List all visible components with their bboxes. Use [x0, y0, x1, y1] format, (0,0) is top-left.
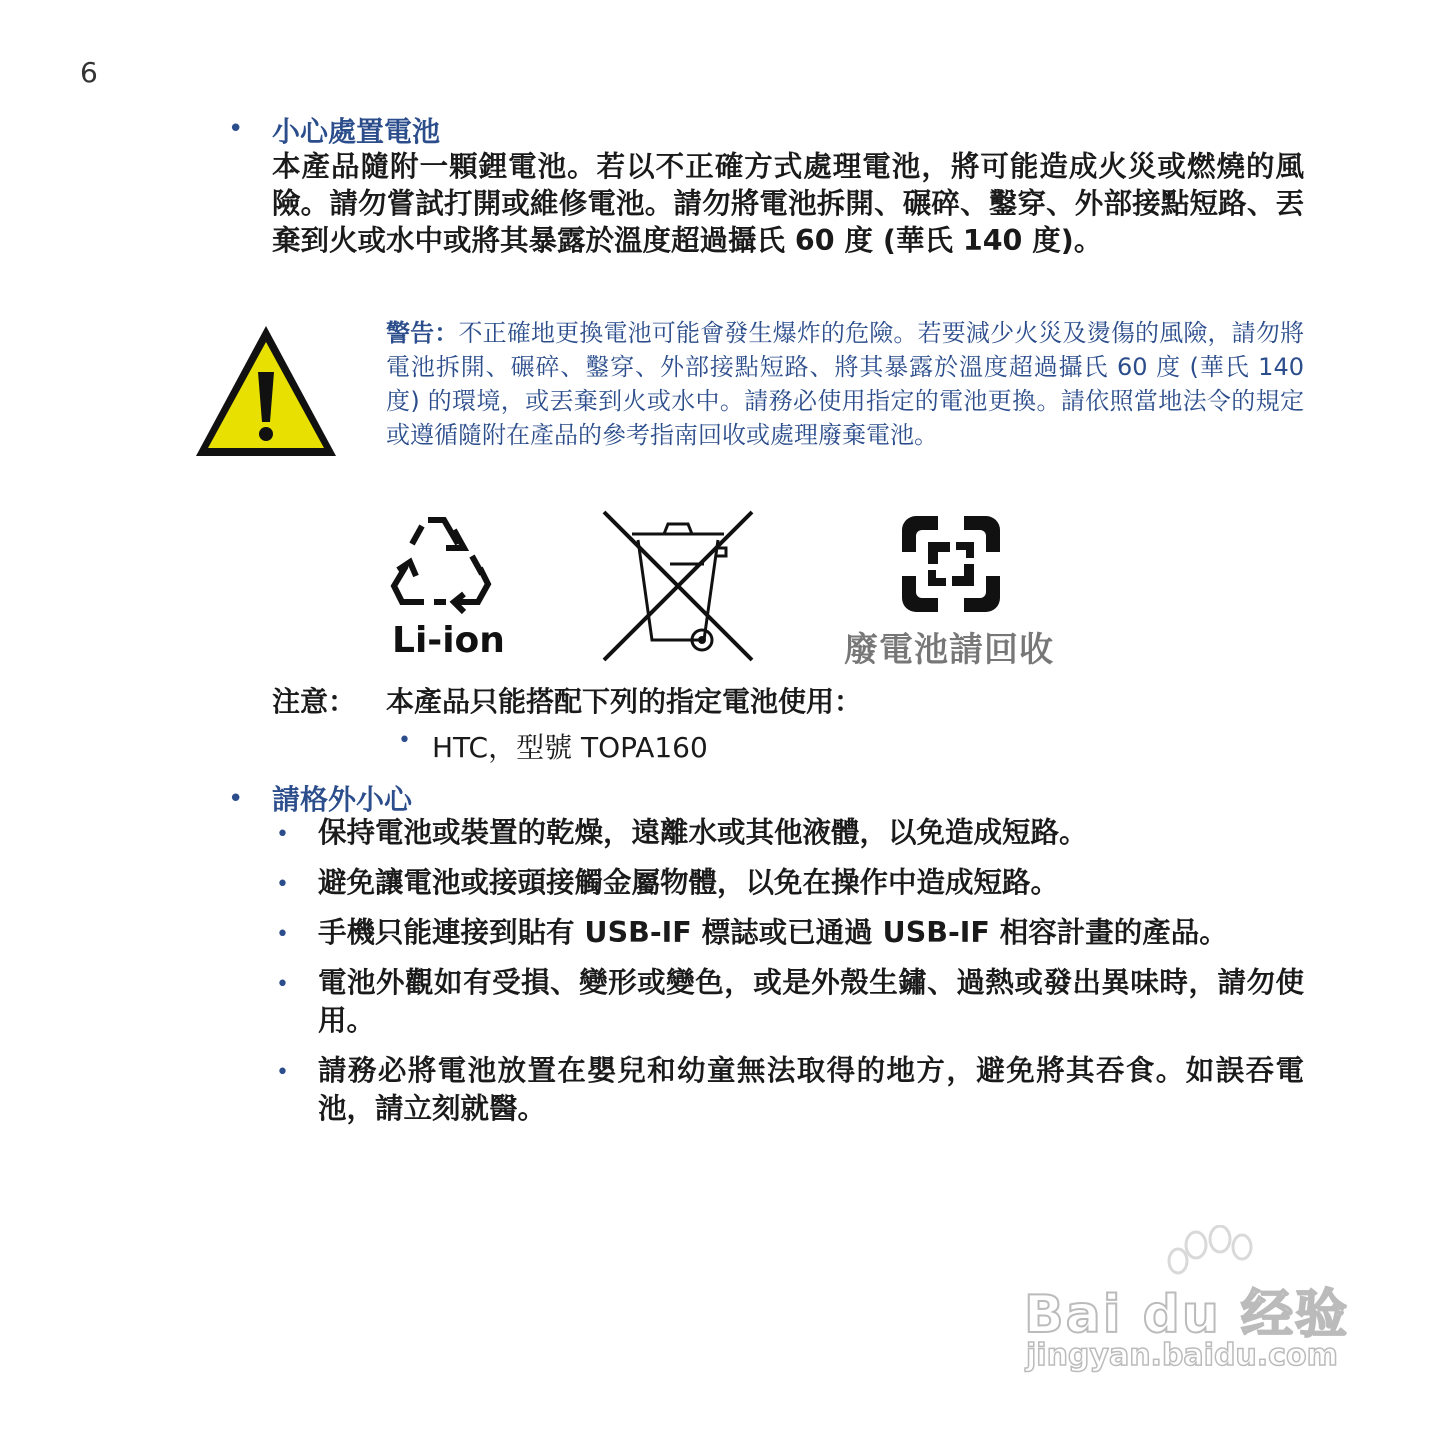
crossed-bin-icon — [600, 508, 756, 664]
caution-item: 避免讓電池或接頭接觸金屬物體，以免在操作中造成短路。 — [318, 866, 1060, 899]
note-battery-model: HTC，型號 TOPA160 — [432, 731, 708, 764]
warning-triangle-icon — [192, 322, 340, 460]
list-bullet: • — [276, 972, 289, 997]
warning-text-block — [386, 316, 1304, 452]
note-text: 本產品只能搭配下列的指定電池使用： — [386, 685, 863, 718]
list-bullet: • — [276, 822, 289, 847]
battery-disposal-paragraph: 本產品隨附一顆鋰電池。若以不正確方式處理電池，將可能造成火災或燃燒的風險。請勿嘗試打開或維修電池。請勿將電池拆開、碾碎、鑿穿、外部接點短路、丟棄到火或水中或將其暴露於溫度超過攝氏 60 度 (華氏 140 度)。 — [272, 150, 1304, 257]
section-bullet: • — [228, 114, 244, 144]
list-bullet: • — [276, 872, 289, 897]
section-title-battery-disposal: 小心處置電池 — [272, 115, 441, 148]
taiwan-recycle-icon — [898, 512, 1004, 616]
page-number: 6 — [80, 56, 98, 89]
warning-label: 警告： — [386, 319, 459, 347]
watermark-url: jingyan.baidu.com — [1026, 1338, 1338, 1373]
list-bullet: • — [276, 1060, 289, 1085]
note-label: 注意： — [272, 685, 357, 718]
recycle-li-ion-icon — [384, 508, 504, 620]
recycle-battery-label: 廢電池請回收 — [844, 630, 1054, 670]
list-bullet: • — [276, 922, 289, 947]
watermark-brand: Bai du 经验 — [1024, 1285, 1349, 1345]
caution-item: 請務必將電池放置在嬰兒和幼童無法取得的地方，避免將其吞食。如誤吞電池，請立刻就醫。 — [318, 1054, 1304, 1125]
section-bullet: • — [228, 784, 244, 814]
section-title-caution: 請格外小心 — [272, 783, 413, 816]
li-ion-label: Li-ion — [392, 620, 505, 661]
caution-item: 電池外觀如有受損、變形或變色，或是外殼生鏽、過熱或發出異味時，請勿使用。 — [318, 966, 1304, 1037]
warning-text: 不正確地更換電池可能會發生爆炸的危險。若要減少火災及燙傷的風險，請勿將電池拆開、碾碎、鑿穿、外部接點短路、將其暴露於溫度超過攝氏 60 度 (華氏 140 度) 的環境，或丟棄到火或水中。請務必使用指定的電池更換。請依照當地法令的規定或遵循隨附在產品的參考指南回收或處理廢棄電池。 — [386, 319, 1305, 449]
note-bullet: • — [398, 728, 411, 753]
caution-item: 手機只能連接到貼有 USB-IF 標誌或已通過 USB-IF 相容計畫的產品。 — [318, 916, 1228, 949]
caution-item: 保持電池或裝置的乾燥，遠離水或其他液體，以免造成短路。 — [318, 816, 1088, 849]
